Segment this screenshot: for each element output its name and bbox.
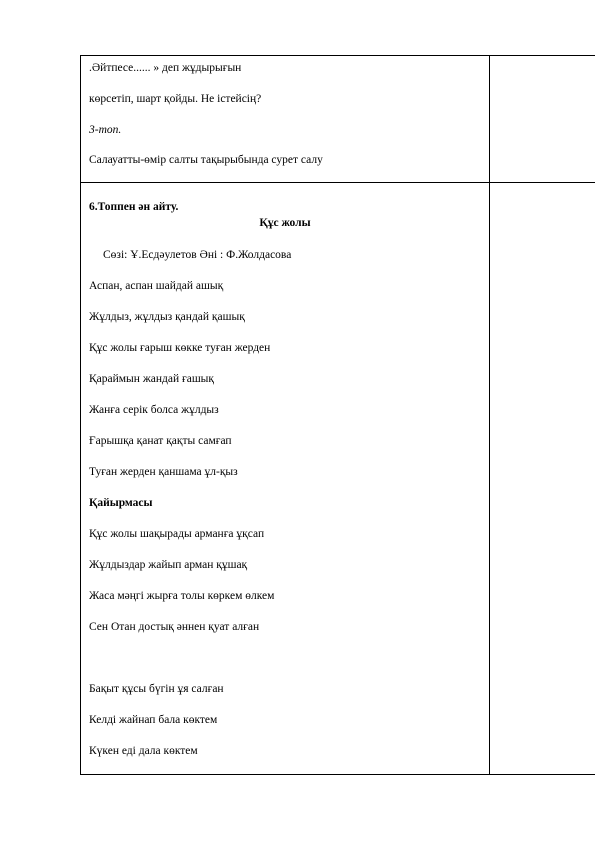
lyric-line: Жанға серік болса жұлдыз (89, 404, 219, 416)
lyric-line: Бақыт құсы бүгін ұя салған (89, 683, 224, 695)
task-heading: 6.Топпен ән айту. (89, 201, 179, 213)
lyric-line: Құс жолы шақырады арманға ұқсап (89, 528, 265, 540)
lyric-line: Жаса мәңгі жырға толы көркем өлкем (89, 590, 275, 602)
chorus-label: Қайырмасы (89, 497, 153, 509)
table-row (81, 56, 595, 183)
table-row (81, 183, 595, 775)
song-authors: Сөзі: Ұ.Есдәулетов Әні : Ф.Жолдасова (103, 249, 292, 261)
lyric-line: Күкен еді дала көктем (89, 745, 198, 757)
notes-cell (490, 183, 595, 775)
lyric-line: Жұлдыздар жайып арман құшақ (89, 559, 248, 571)
lyric-line: Келді жайнап бала көктем (89, 714, 218, 726)
lyric-line: Туған жерден қаншама ұл-қыз (89, 466, 238, 478)
lyric-line: Ғарышқа қанат қақты самғап (89, 435, 232, 447)
lyric-line: Сен Отан достық әннен қуат алған (89, 621, 260, 633)
notes-cell (490, 56, 595, 183)
song-title: Құс жолы (259, 217, 311, 229)
lyric-line: Аспан, аспан шайдай ашық (89, 280, 224, 292)
content-cell (81, 183, 490, 775)
group-label: 3-топ. (89, 124, 122, 136)
content-cell (81, 56, 490, 183)
text-line: .Әйтпесе...... » деп жұдырығын (89, 62, 242, 74)
lyric-line: Құс жолы ғарыш көкке туған жерден (89, 342, 271, 354)
text-line: Салауатты-өмір салты тақырыбында сурет салу (89, 154, 323, 166)
lyric-line: Жұлдыз, жұлдыз қандай қашық (89, 311, 245, 323)
lesson-table (80, 55, 595, 775)
lyric-line: Қараймын жандай ғашық (89, 373, 214, 385)
text-line: көрсетіп, шарт қойды. Не істейсің? (89, 93, 262, 105)
